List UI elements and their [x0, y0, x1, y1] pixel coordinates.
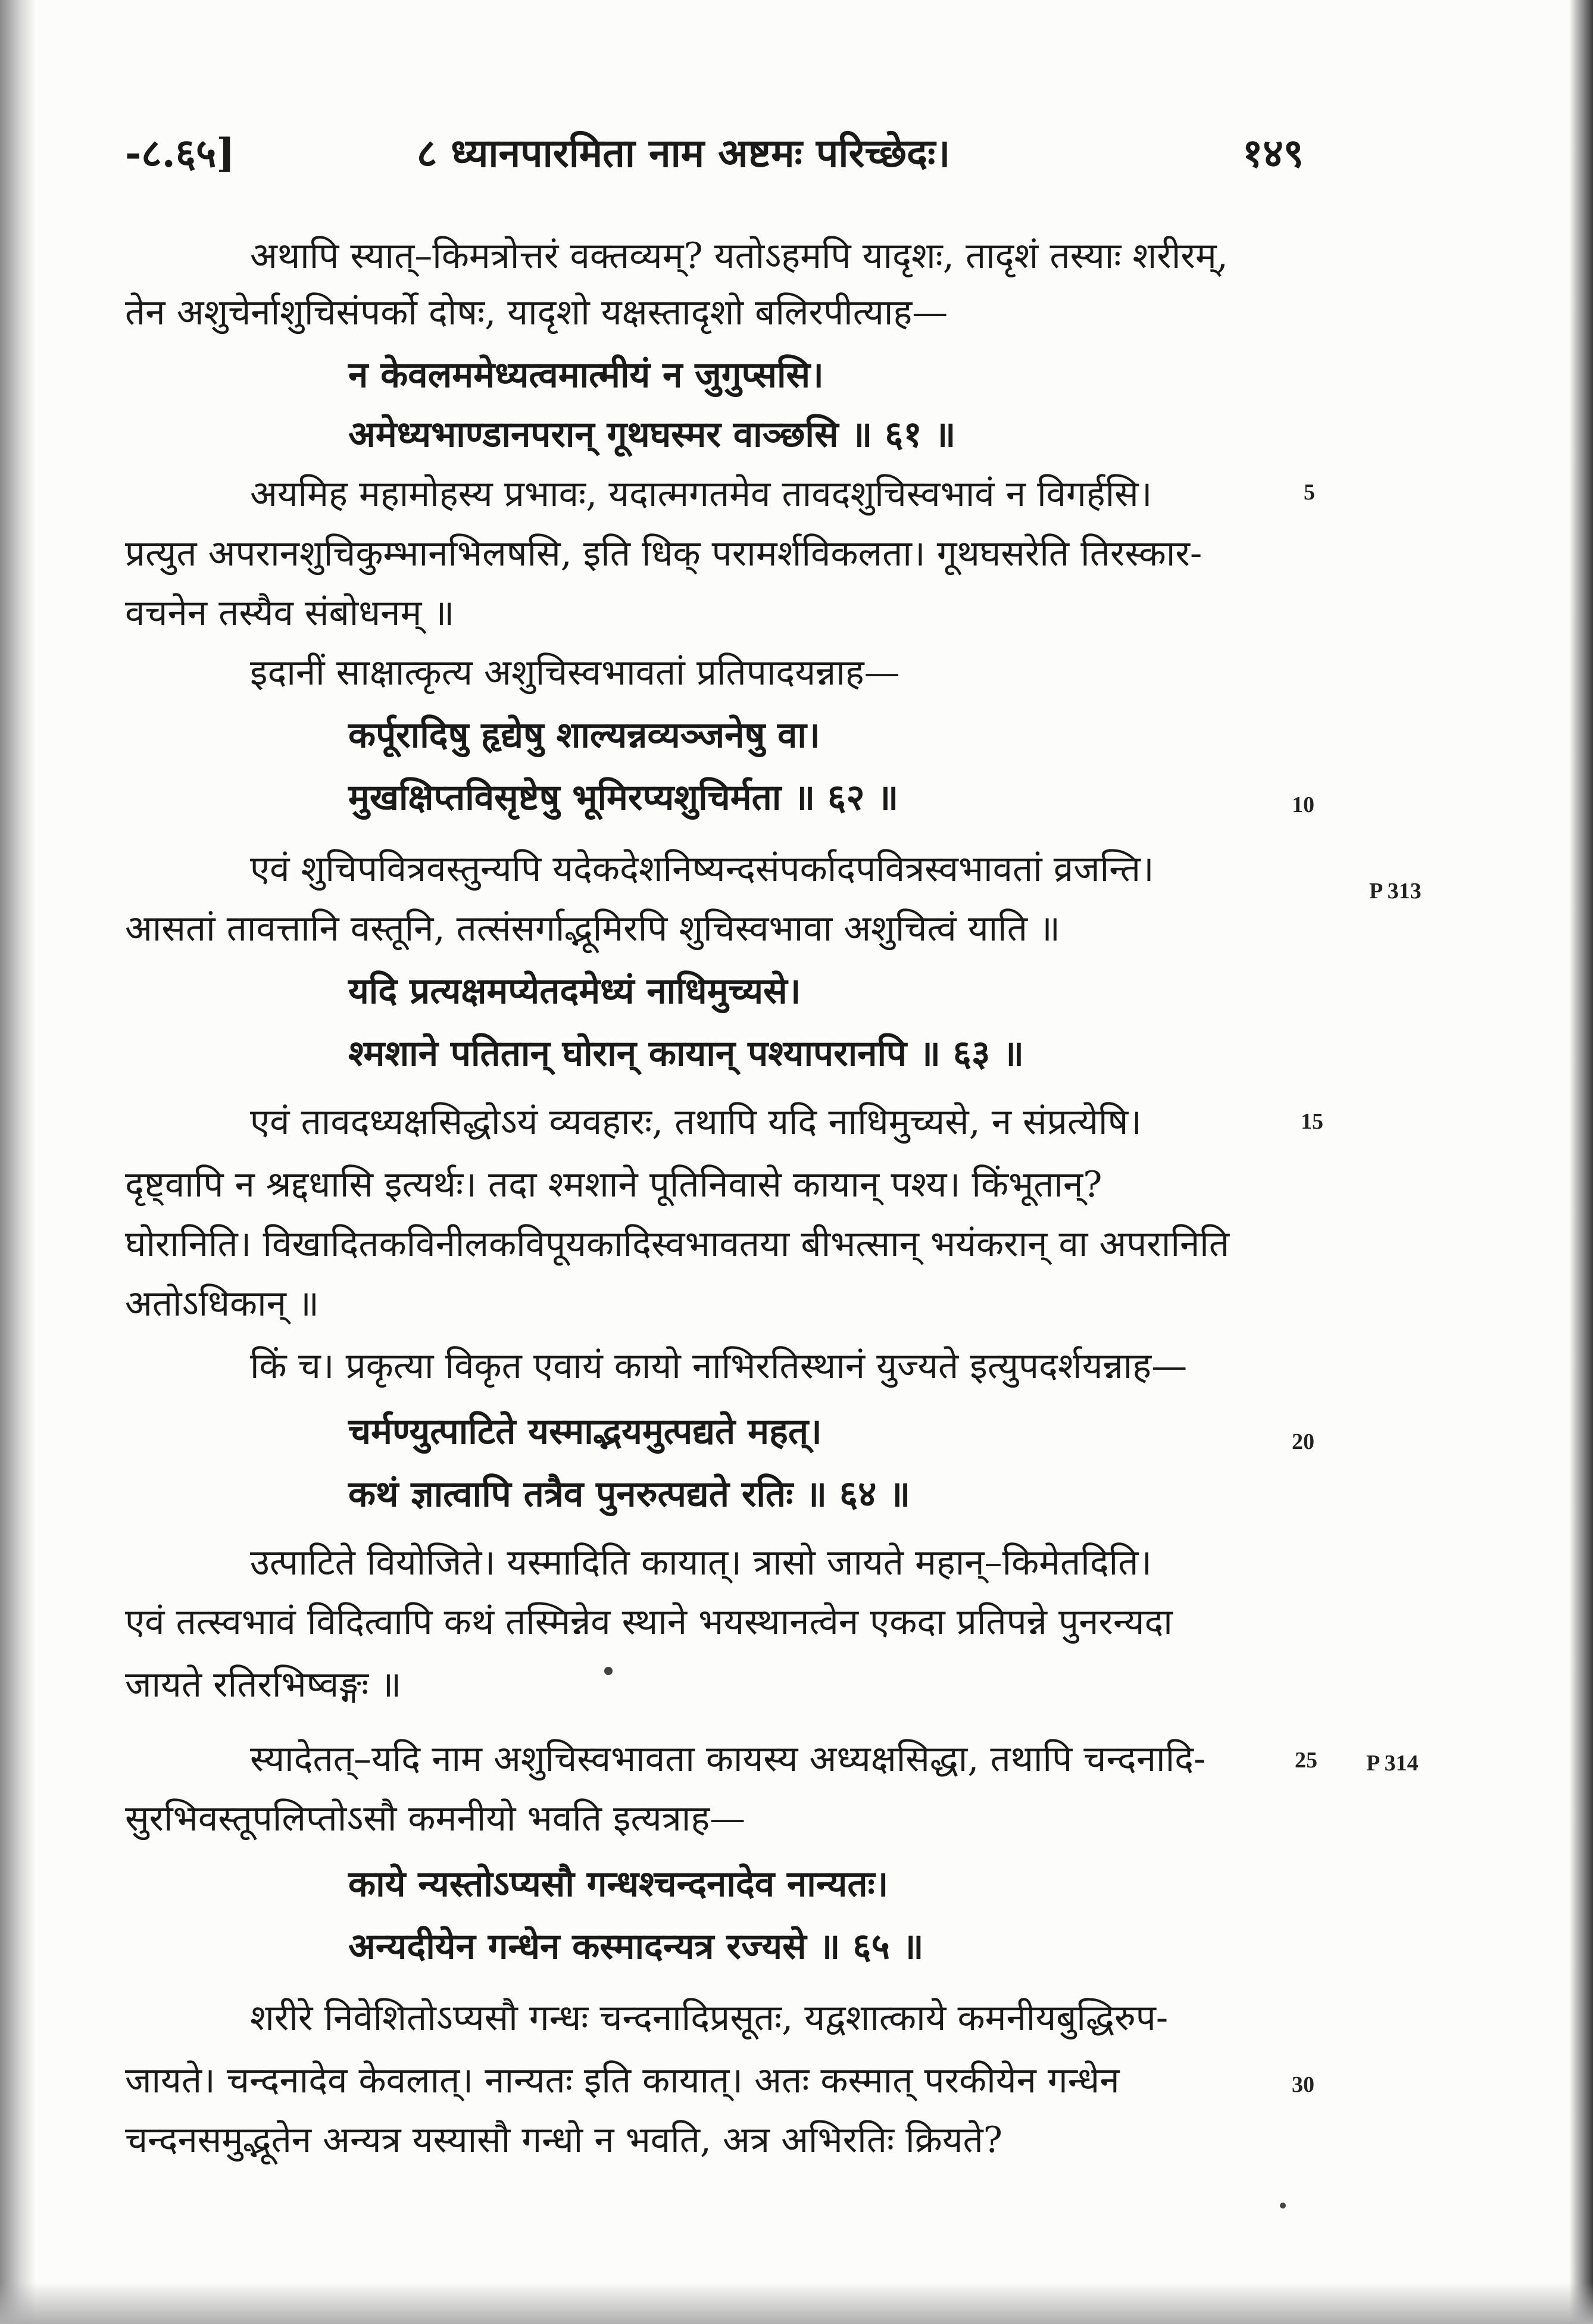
scan-speck — [1280, 2203, 1286, 2209]
prose-line: चन्दनसमुद्भूतेन अन्यत्र यस्यासौ गन्धो न भवति, अत्र अभिरतिः क्रियते? — [125, 2119, 1002, 2161]
verse-line: श्मशाने पतितान् घोरान् कायान् पश्यापरानपि ॥ ६३ ॥ — [348, 1033, 1024, 1074]
prose-line: तेन अशुचेर्नाशुचिसंपर्को दोषः, यादृशो यक्षस्तादृशो बलिरपीत्याह— — [125, 292, 948, 333]
prose-line: अयमिह महामोहस्य प्रभावः, यदात्मगतमेव तावदशुचिस्वभावं न विगर्हसि। — [250, 473, 1152, 515]
prose-line: अथापि स्यात्–किमत्रोत्तरं वक्तव्यम्? यतोऽहमपि यादृशः, तादृशं तस्याः शरीरम्, — [250, 235, 1228, 277]
verse-line: अन्यदीयेन गन्धेन कस्मादन्यत्र रज्यसे ॥ ६५ ॥ — [348, 1926, 924, 1967]
prose-line: प्रत्युत अपरानशुचिकुम्भानभिलषसि, इति धिक् परामर्शविकलता। गूथघसरेति तिरस्कार- — [125, 533, 1202, 574]
prose-line: शरीरे निवेशितोऽप्यसौ गन्धः चन्दनादिप्रसूतः, यद्वशात्काये कमनीयबुद्धिरुप- — [250, 1997, 1169, 2039]
line-number: 10 — [1292, 792, 1314, 817]
header-section-ref: -८.६५] — [125, 130, 235, 176]
verse-line: कथं ज्ञात्वापि तत्रैव पुनरुत्पद्यते रतिः ॥ ६४ ॥ — [348, 1473, 911, 1515]
verse-line: न केवलममेध्यत्वमात्मीयं न जुगुप्ससि। — [348, 354, 824, 396]
verse-line: चर्मण्युत्पाटिते यस्माद्भयमुत्पद्यते महत्। — [348, 1411, 822, 1452]
prose-line: सुरभिवस्तूपलिप्तोऽसौ कमनीयो भवति इत्यत्राह— — [125, 1798, 746, 1839]
prose-line: इदानीं साक्षात्कृत्य अशुचिस्वभावतां प्रतिपादयन्नाह— — [250, 652, 900, 694]
line-number: 5 — [1304, 480, 1315, 505]
verse-line: अमेध्यभाण्डानपरान् गूथघस्मर वाञ्छसि ॥ ६१ ॥ — [348, 414, 956, 455]
edition-page-ref: P 314 — [1366, 1751, 1419, 1776]
prose-line: जायते रतिरभिष्वङ्गः ॥ — [125, 1664, 402, 1705]
prose-line: अतोऽधिकान् ॥ — [125, 1283, 319, 1325]
verse-line: यदि प्रत्यक्षमप्येतदमेध्यं नाधिमुच्यसे। — [348, 970, 801, 1012]
prose-line: एवं तावदध्यक्षसिद्धोऽयं व्यवहारः, तथापि यदि नाधिमुच्यसे, न संप्रत्येषि। — [250, 1101, 1142, 1143]
line-number: 15 — [1301, 1109, 1323, 1134]
header-page-number: १४९ — [1242, 130, 1304, 176]
verse-line: काये न्यस्तोऽप्यसौ गन्धश्चन्दनादेव नान्यतः। — [348, 1863, 889, 1905]
line-number: 30 — [1292, 2072, 1314, 2097]
prose-line: आसतां तावत्तानि वस्तूनि, तत्संसर्गाद्भूमिरपि शुचिस्वभावा अशुचित्वं याति ॥ — [125, 908, 1060, 949]
prose-line: किं च। प्रकृत्या विकृत एवायं कायो नाभिरतिस्थानं युज्यते इत्युपदर्शयन्नाह— — [250, 1345, 1188, 1387]
prose-line: एवं तत्स्वभावं विदित्वापि कथं तस्मिन्नेव स्थाने भयस्थानत्वेन एकदा प्रतिपन्ने पुनरन्यदा — [125, 1601, 1173, 1643]
prose-line: दृष्ट्वापि न श्रद्दधासि इत्यर्थः। तदा श्मशाने पूतिनिवासे कायान् पश्य। किंभूतान्? — [125, 1164, 1102, 1205]
line-number: 25 — [1295, 1748, 1317, 1773]
prose-line: घोरानिति। विखादितकविनीलकविपूयकादिस्वभावतया बीभत्सान् भयंकरान् वा अपरानिति — [125, 1223, 1230, 1265]
prose-line: उत्पाटिते वियोजिते। यस्मादिति कायात्। त्रासो जायते महान्–किमेतदिति। — [250, 1542, 1152, 1583]
prose-line: वचनेन तस्यैव संबोधनम् ॥ — [125, 592, 455, 634]
prose-line: स्यादेतत्–यदि नाम अशुचिस्वभावता कायस्य अध्यक्षसिद्धा, तथापि चन्दनादि- — [250, 1738, 1206, 1780]
verse-line: कर्पूरादिषु हृद्येषु शाल्यन्नव्यञ्जनेषु वा। — [348, 714, 820, 756]
verse-line: मुखक्षिप्तविसृष्टेषु भूमिरप्यशुचिर्मता ॥ ६२ ॥ — [348, 777, 899, 819]
edition-page-ref: P 313 — [1369, 879, 1422, 904]
prose-line: जायते। चन्दनादेव केवलात्। नान्यतः इति कायात्। अतः कस्मात् परकीयेन गन्धेन — [125, 2060, 1120, 2101]
header-chapter-title: ८ ध्यानपारमिता नाम अष्टमः परिच्छेदः। — [417, 130, 951, 176]
prose-line: एवं शुचिपवित्रवस्तुन्यपि यदेकदेशनिष्यन्दसंपर्कादपवित्रस्वभावतां व्रजन्ति। — [250, 848, 1154, 890]
scan-speck — [604, 1667, 613, 1675]
line-number: 20 — [1292, 1429, 1314, 1454]
